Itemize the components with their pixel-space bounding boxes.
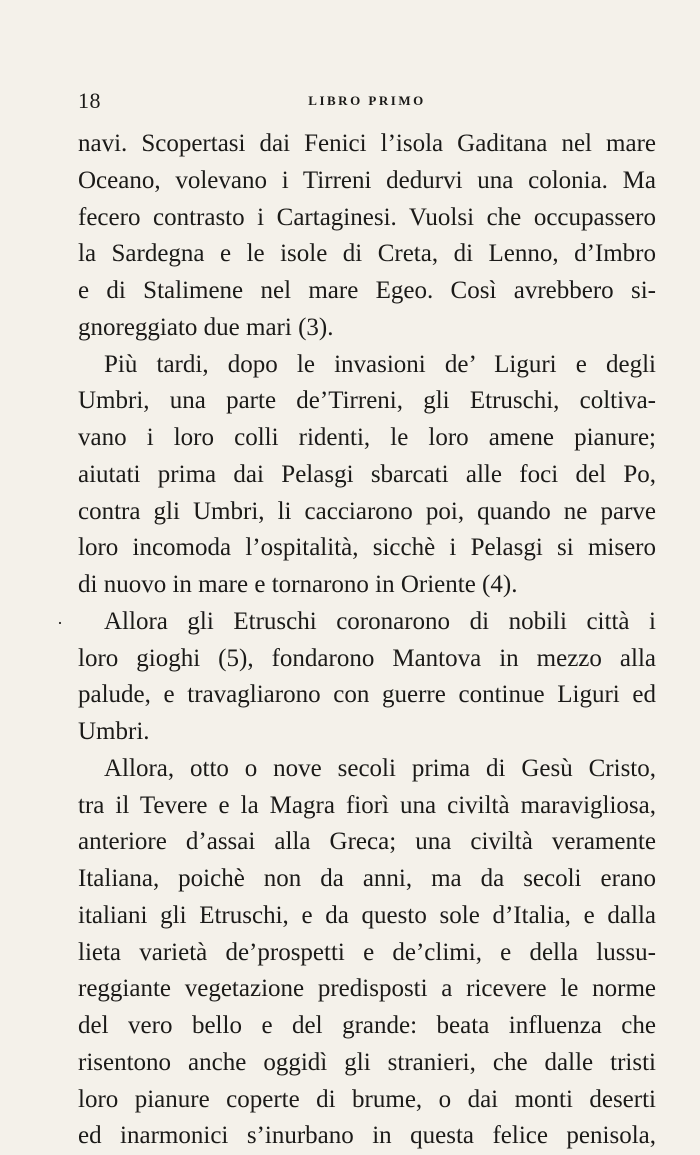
- margin-mark: ·: [57, 613, 63, 633]
- text-line: palude, e travagliarono con guerre continue Liguri ed: [78, 681, 656, 709]
- text-line: e di Stalimene nel mare Egeo. Così avrebbero si-: [78, 277, 656, 304]
- text-line: loro incomoda l’ospitalità, sicchè i Pelasgi si misero: [78, 534, 656, 562]
- running-head: LIBRO PRIMO: [308, 93, 426, 108]
- paragraph-start-line: Allora gli Etruschi coronarono di nobili città i: [104, 607, 656, 635]
- text-line: Oceano, volevano i Tirreni dedurvi una colonia. Ma: [78, 166, 656, 194]
- text-line: Italiana, poichè non da anni, ma da secoli erano: [78, 865, 656, 892]
- text-line: anteriore d’assai alla Greca; una civiltà veramente: [78, 828, 656, 856]
- text-line: tra il Tevere e la Magra fiorì una civiltà maravigliosa,: [78, 791, 656, 819]
- page-number: 18: [78, 88, 101, 113]
- text-line: del vero bello e del grande: beata influenza che: [78, 1012, 656, 1039]
- text-line: vano i loro colli ridenti, le loro amene pianure;: [78, 424, 656, 451]
- text-line: la Sardegna e le isole di Creta, di Lenno, d’Imbro: [78, 240, 656, 268]
- text-line: italiani gli Etruschi, e da questo sole d’Italia, e dalla: [78, 901, 656, 929]
- text-line: Umbri.: [78, 718, 150, 745]
- text-line: ed inarmonici s’inurbano in questa felice penisola,: [78, 1122, 656, 1150]
- text-line: fecero contrasto i Cartaginesi. Vuolsi che occupassero: [78, 203, 656, 231]
- text-line: aiutati prima dai Pelasgi sbarcati alle foci del Po,: [78, 460, 656, 488]
- paragraph-start-line: Più tardi, dopo le invasioni de’ Liguri e degli: [104, 350, 656, 378]
- text-line: loro pianure coperte di brume, o dai monti deserti: [78, 1085, 656, 1113]
- paragraph-start-line: Allora, otto o nove secoli prima di Gesù Cristo,: [104, 754, 656, 782]
- text-line: loro gioghi (5), fondarono Mantova in mezzo alla: [78, 644, 656, 672]
- text-line: gnoreggiato due mari (3).: [78, 313, 334, 341]
- text-line: di nuovo in mare e tornarono in Oriente (4).: [78, 571, 518, 598]
- page-header: [78, 88, 656, 116]
- text-line: Umbri, una parte de’Tirreni, gli Etruschi, coltiva-: [78, 387, 656, 415]
- text-line: navi. Scopertasi dai Fenici l’isola Gaditana nel mare: [78, 130, 656, 157]
- text-line: lieta varietà de’prospetti e de’climi, e della lussu-: [78, 938, 656, 966]
- text-line: contra gli Umbri, li cacciarono poi, quando ne parve: [78, 497, 656, 525]
- text-line: reggiante vegetazione predisposti a ricevere le norme: [78, 975, 656, 1003]
- body-text: [78, 126, 656, 1155]
- text-line: risentono anche oggidì gli stranieri, che dalle tristi: [78, 1048, 656, 1076]
